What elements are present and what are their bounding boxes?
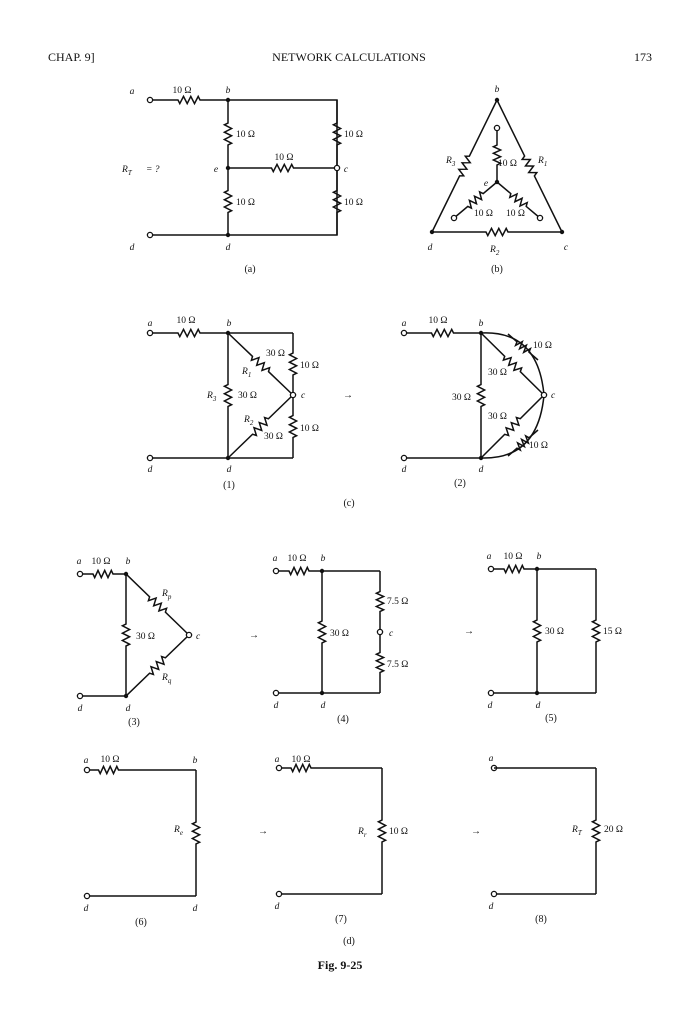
caption-5: (5) — [545, 713, 557, 724]
value-label: 10 Ω — [503, 552, 523, 562]
value-label: 10 Ω — [236, 198, 255, 208]
node-b: b — [494, 85, 500, 95]
node-c — [186, 632, 191, 637]
node-d: d — [83, 904, 89, 914]
junction-dot — [479, 456, 483, 460]
resistor-bc — [289, 333, 296, 395]
resistor-bc — [333, 100, 340, 168]
terminal-node — [494, 125, 499, 130]
node-a: a — [488, 754, 494, 764]
rt-question: $R_T$ — [122, 165, 132, 177]
node-a: a — [76, 557, 82, 567]
resistor-name-R2: $R_2$ — [490, 245, 500, 257]
chapter-label: CHAP. 9] — [48, 50, 95, 64]
caption-1: (1) — [223, 480, 235, 491]
terminal-node — [147, 330, 152, 335]
resistor-R2 — [228, 395, 293, 458]
value-label: 10 Ω — [91, 557, 111, 567]
node-c: c — [343, 165, 349, 175]
node-a: a — [274, 755, 280, 765]
node-d: d — [320, 701, 326, 711]
value-label: 10 Ω — [428, 316, 448, 326]
resistor-bd — [318, 571, 325, 693]
junction-dot — [124, 694, 128, 698]
arrow-icon: → — [249, 630, 259, 641]
value-label: 10 Ω — [344, 130, 363, 140]
terminal-node — [537, 215, 542, 220]
node-d: d — [274, 902, 280, 912]
value-label: 30 Ω — [330, 629, 349, 639]
value-label: 10 Ω — [291, 755, 311, 765]
caption-a: (a) — [244, 264, 256, 275]
node-a: a — [486, 552, 492, 562]
junction-dot — [226, 456, 230, 460]
terminal-node — [401, 330, 406, 335]
resistor-R1 — [228, 333, 293, 395]
terminal-node — [491, 891, 496, 896]
value-label: 10 Ω — [474, 209, 493, 219]
junction-dot — [226, 331, 230, 335]
node-e: e — [213, 165, 219, 175]
value-label: 10 Ω — [236, 130, 255, 140]
resistor-name-Rq: $R_q$ — [162, 673, 172, 685]
resistor-ab — [80, 570, 126, 577]
node-c: c — [389, 629, 394, 639]
value-label: 10 Ω — [172, 86, 192, 96]
junction-dot — [226, 166, 230, 170]
terminal-node — [273, 568, 278, 573]
resistor-ab — [87, 766, 130, 773]
resistor-name-R1: $R_1$ — [242, 367, 252, 379]
resistor-7-5-top — [376, 571, 383, 632]
caption-4: (4) — [337, 714, 349, 725]
resistor-ab — [279, 764, 323, 771]
resistor-name-R3: $R_3$ — [446, 156, 456, 168]
resistor-15 — [592, 569, 599, 693]
resistor-Rq — [126, 635, 189, 696]
value-label: 10 Ω — [300, 361, 319, 371]
node-d: d — [273, 701, 279, 711]
terminal-node — [84, 767, 89, 772]
node-c: c — [301, 391, 306, 401]
node-d: d — [487, 701, 493, 711]
node-d: d — [488, 902, 494, 912]
junction-dot — [430, 230, 434, 234]
arrow-icon: → — [258, 826, 268, 837]
resistor-cd — [289, 395, 296, 458]
resistor-RT — [592, 768, 599, 894]
resistor-R3 — [224, 333, 231, 458]
value-label: 10 Ω — [529, 441, 548, 451]
resistor-ab — [150, 329, 228, 336]
resistor-ec — [228, 164, 337, 171]
resistor-bd — [533, 569, 540, 693]
node-d: d — [225, 243, 231, 253]
resistor-Re — [192, 770, 199, 896]
caption-2: (2) — [454, 478, 466, 489]
page-number: 173 — [634, 50, 652, 64]
value-label: 10 Ω — [300, 424, 319, 434]
caption-3: (3) — [128, 717, 140, 728]
arrow-icon: → — [471, 826, 481, 837]
value-label: 30 Ω — [266, 349, 285, 359]
star-resistor-b — [493, 128, 500, 182]
node-d: d — [535, 701, 541, 711]
value-label: 7.5 Ω — [387, 660, 409, 670]
terminal-node — [77, 571, 82, 576]
node-d: d — [226, 465, 232, 475]
terminal-node — [488, 690, 493, 695]
node-a: a — [147, 319, 153, 329]
figure-caption: Fig. 9-25 — [317, 958, 363, 972]
terminal-node — [147, 455, 152, 460]
value-label: 10 Ω — [274, 153, 294, 163]
terminal-node — [273, 690, 278, 695]
value-label: 10 Ω — [344, 198, 363, 208]
value-label: 30 Ω — [136, 632, 155, 642]
page-title: NETWORK CALCULATIONS — [272, 50, 426, 64]
terminal-node — [451, 215, 456, 220]
resistor-Rr — [378, 768, 385, 894]
junction-dot — [479, 331, 483, 335]
node-d: d — [125, 704, 131, 714]
terminal-node — [147, 232, 152, 237]
rt-question: = ? — [146, 165, 160, 175]
resistor-name-R2: $R_2$ — [244, 415, 254, 427]
arrow-icon: → — [464, 626, 474, 637]
value-label: 30 Ω — [545, 627, 564, 637]
node-c — [541, 392, 546, 397]
node-b: b — [536, 552, 542, 562]
arrow-icon: → — [343, 390, 353, 401]
junction-dot — [495, 180, 499, 184]
value-label: 30 Ω — [452, 393, 471, 403]
resistor-7-5-bottom — [376, 632, 383, 693]
node-b: b — [125, 557, 131, 567]
node-d: d — [478, 465, 484, 475]
resistor-R2 — [432, 228, 562, 235]
terminal-node — [84, 893, 89, 898]
caption-8: (8) — [535, 914, 547, 925]
resistor-ed — [224, 168, 231, 235]
node-b: b — [320, 554, 326, 564]
resistor-name-Rr: $R_r$ — [358, 827, 367, 839]
value-label: 10 Ω — [389, 827, 408, 837]
node-c: c — [551, 391, 556, 401]
value-label: 20 Ω — [604, 825, 623, 835]
junction-dot — [535, 691, 539, 695]
node-d: d — [192, 904, 198, 914]
resistor-name-Re: $R_e$ — [174, 825, 183, 837]
resistor-Rp — [126, 574, 189, 635]
node-a: a — [129, 87, 135, 97]
value-label: 30 Ω — [264, 432, 283, 442]
value-label: 10 Ω — [100, 755, 120, 765]
junction-dot — [226, 98, 230, 102]
resistor-name-RT: $R_T$ — [572, 825, 582, 837]
node-a: a — [401, 319, 407, 329]
terminal-node — [276, 765, 281, 770]
terminal-node — [77, 693, 82, 698]
junction-dot — [495, 98, 499, 102]
resistor-bd — [477, 333, 484, 458]
node-c — [290, 392, 295, 397]
value-label: 10 Ω — [287, 554, 307, 564]
resistor-name-Rp: $R_p$ — [162, 589, 172, 601]
node-c: c — [563, 243, 569, 253]
resistor-name-R3: $R_3$ — [207, 391, 217, 403]
junction-dot — [320, 691, 324, 695]
resistor-ab — [404, 329, 481, 336]
node-b: b — [225, 86, 231, 96]
terminal-node — [401, 455, 406, 460]
resistor-be — [224, 100, 231, 168]
value-label: 10 Ω — [176, 316, 196, 326]
caption-6: (6) — [135, 917, 147, 928]
terminal-node — [488, 566, 493, 571]
node-a: a — [83, 756, 89, 766]
junction-dot — [124, 572, 128, 576]
node-c — [334, 165, 339, 170]
junction-dot — [320, 569, 324, 573]
value-label: 30 Ω — [488, 368, 507, 378]
node-b: b — [478, 319, 484, 329]
value-label: 15 Ω — [603, 627, 622, 637]
caption-7: (7) — [335, 914, 347, 925]
junction-dot — [226, 233, 230, 237]
node-b: b — [226, 319, 232, 329]
junction-dot — [560, 230, 564, 234]
node-d: d — [147, 465, 153, 475]
junction-dot — [535, 567, 539, 571]
resistor-cd — [333, 168, 340, 235]
caption-c: (c) — [343, 498, 355, 509]
caption-d: (d) — [343, 936, 355, 947]
node-d: d — [77, 704, 83, 714]
node-b: b — [192, 756, 198, 766]
value-label: 10 Ω — [498, 159, 517, 169]
node-e: e — [483, 179, 489, 189]
caption-b: (b) — [491, 264, 503, 275]
value-label: 10 Ω — [506, 209, 525, 219]
resistor-ab — [491, 565, 537, 572]
node-d: d — [129, 243, 135, 253]
resistor-ab — [150, 96, 228, 103]
node-d: d — [401, 465, 407, 475]
value-label: 30 Ω — [238, 391, 257, 401]
value-label: 30 Ω — [488, 412, 507, 422]
resistor-name-R1: $R_1$ — [538, 156, 548, 168]
value-label: 10 Ω — [533, 341, 552, 351]
terminal-node — [147, 97, 152, 102]
value-label: 7.5 Ω — [387, 597, 409, 607]
node-d: d — [427, 243, 433, 253]
resistor-ab — [276, 567, 322, 574]
terminal-node — [276, 891, 281, 896]
node-a: a — [272, 554, 278, 564]
resistor-bd — [122, 574, 129, 696]
node-c: c — [196, 632, 201, 642]
node-c — [377, 629, 382, 634]
